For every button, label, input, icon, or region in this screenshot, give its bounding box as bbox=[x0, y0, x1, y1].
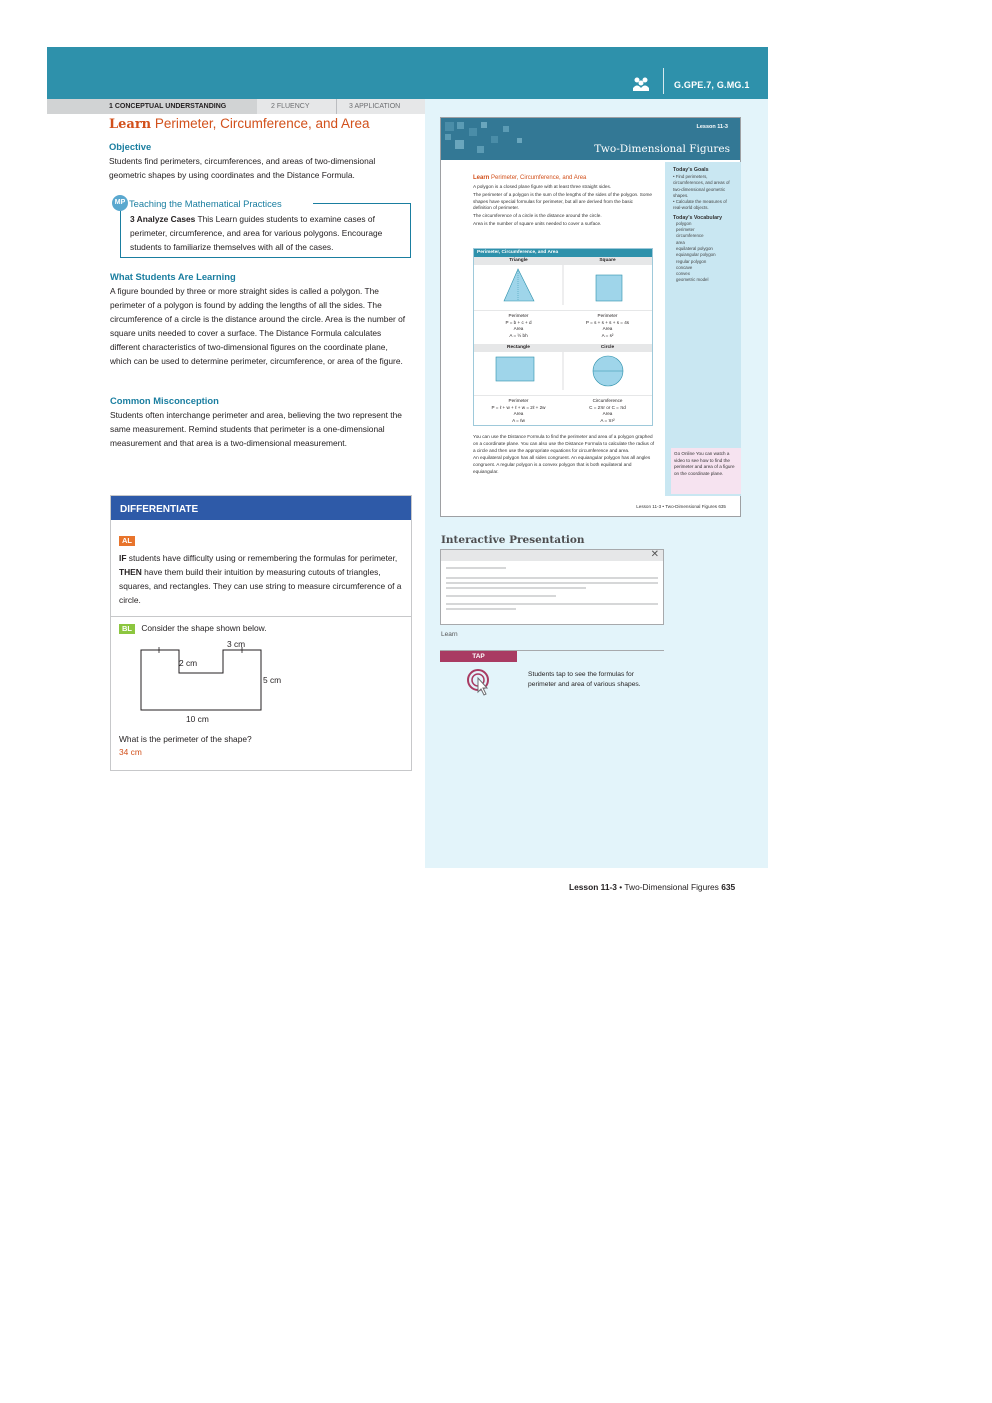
header-divider bbox=[663, 68, 664, 94]
thumb-header bbox=[441, 118, 740, 160]
bl-tag: BL bbox=[119, 624, 135, 634]
math-practices-box bbox=[112, 195, 411, 258]
thumb-table-row-head-2: Rectangle Circle bbox=[474, 344, 652, 352]
footer-separator: • bbox=[616, 882, 625, 892]
vocab-item: perimeter bbox=[676, 227, 695, 233]
thumb-go-online-text: Go Online You can watch a video to see how to find the perimeter and area of a figure on the coordinate plane. bbox=[674, 451, 735, 476]
thumb-main bbox=[473, 175, 653, 228]
thumb-shapes-row-2 bbox=[474, 352, 652, 390]
mp-rule bbox=[313, 203, 411, 204]
what-learning-section bbox=[110, 271, 410, 368]
group-icon bbox=[632, 76, 650, 92]
dim-top: 3 cm bbox=[227, 639, 246, 649]
thumb-formula-table bbox=[473, 248, 653, 426]
objective-text: Students find perimeters, circumferences, and areas of two-dimensional geometric shapes by using coordinates and the Distance Formula. bbox=[109, 156, 376, 180]
vocab-item: concave bbox=[676, 264, 693, 270]
vocab-item: circumference bbox=[676, 233, 704, 239]
bl-question: What is the perimeter of the shape? bbox=[119, 734, 252, 744]
thumb-shapes-row-1 bbox=[474, 265, 652, 305]
what-learning-heading: What Students Are Learning bbox=[110, 271, 236, 282]
blur-line bbox=[446, 577, 658, 579]
interactive-titlebar bbox=[441, 550, 663, 561]
mp-label: 3 Analyze Cases bbox=[130, 214, 196, 224]
page-footer bbox=[569, 882, 735, 892]
interactive-screen[interactable] bbox=[440, 549, 664, 625]
learn-title bbox=[109, 116, 409, 132]
thumb-lower-text bbox=[473, 434, 655, 476]
al-tag: AL bbox=[119, 536, 135, 546]
thumb-go-online bbox=[671, 448, 741, 494]
blur-line bbox=[446, 587, 586, 589]
blur-line bbox=[446, 608, 516, 610]
thumb-sidebar bbox=[665, 162, 741, 496]
vocab-item: area bbox=[676, 239, 685, 245]
thumb-formulas-row-2: Perimeter P = ℓ + w + ℓ + w = 2ℓ + 2w Area A = ℓw Circumference C = 2πr or C = πd Area A = πr² bbox=[474, 395, 652, 429]
objective-heading: Objective bbox=[109, 141, 152, 152]
thumb-goal-2: • Calculate the measures of real-world objects. bbox=[673, 199, 727, 211]
blur-line bbox=[446, 582, 658, 584]
vocab-item: equilateral polygon bbox=[676, 245, 713, 251]
dim-bottom: 10 cm bbox=[186, 714, 209, 724]
thumb-learn-heading: Learn Perimeter, Circumference, and Area bbox=[473, 175, 587, 181]
mp-heading: Teaching the Mathematical Practices bbox=[129, 198, 282, 209]
then-text bbox=[119, 565, 404, 607]
dim-right: 5 cm bbox=[263, 675, 282, 685]
blur-line bbox=[446, 603, 658, 605]
thumb-p6: An equilateral polygon has all sides congruent. An equiangular polygon has all angles congruent. A regular polygon is a convex polygon that is both equilateral and equiangular. bbox=[473, 455, 651, 474]
vocab-item: polygon bbox=[676, 220, 692, 226]
misconception-text: Students often interchange perimeter and area, believing the two represent the same measurement. Remind students that perimeter is a one-dimensional measurement and that area is a two-dimensional measurement. bbox=[110, 410, 402, 448]
differentiate-heading: DIFFERENTIATE bbox=[111, 496, 411, 520]
close-icon[interactable]: ✕ bbox=[650, 549, 659, 560]
interactive-heading: Interactive Presentation bbox=[441, 534, 585, 546]
thumb-p3: The circumference of a circle is the distance around the circle. bbox=[473, 213, 602, 219]
header-band bbox=[47, 47, 768, 99]
then-label: THEN bbox=[119, 567, 142, 577]
thumb-goals-heading: Today's Goals bbox=[673, 167, 709, 173]
blur-line bbox=[446, 595, 556, 597]
bl-prompt: Consider the shape shown below. bbox=[141, 623, 267, 633]
thumb-vocab-list bbox=[673, 221, 733, 284]
thumb-title: Two-Dimensional Figures bbox=[594, 143, 730, 155]
tap-description: Students tap to see the formulas for perimeter and area of various shapes. bbox=[528, 671, 641, 688]
if-label: IF bbox=[119, 553, 127, 563]
footer-title: Two-Dimensional Figures bbox=[624, 882, 719, 892]
vocab-item: regular polygon bbox=[676, 258, 707, 264]
if-body: students have difficulty using or remembering the formulas for perimeter, bbox=[128, 553, 398, 563]
vocab-item: convex bbox=[676, 271, 690, 277]
thumb-table-title: Perimeter, Circumference, and Area bbox=[474, 249, 652, 257]
footer-lesson: Lesson 11-3 bbox=[569, 882, 617, 892]
then-body: have them build their intuition by measuring cutouts of triangles, squares, and rectangles. They can use string to measure circumference of a circle. bbox=[119, 567, 402, 605]
diff-divider bbox=[111, 616, 411, 617]
thumb-vocab-heading: Today's Vocabulary bbox=[673, 214, 723, 221]
step-conceptual: 1 CONCEPTUAL UNDERSTANDING bbox=[47, 99, 257, 114]
thumb-footer: Lesson 11-3 • Two-Dimensional Figures 635 bbox=[636, 504, 726, 509]
learn-prefix: Learn bbox=[109, 117, 152, 132]
thumb-goal-1: • Find perimeters, circumferences, and areas of two-dimensional geometric shapes. bbox=[673, 174, 730, 198]
thumb-lesson: Lesson 11-3 bbox=[696, 124, 728, 130]
thumb-p4: Area is the number of square units needed to cover a surface. bbox=[473, 220, 602, 226]
vocab-item: equiangular polygon bbox=[676, 252, 716, 258]
thumb-p5: You can use the Distance Formula to find the perimeter and area of a polygon graphed on a coordinate plane. You can also use the Distance Formula to calculate the radius of a circle and then use the appropriate equations for circumference and area. bbox=[473, 434, 655, 453]
thumb-table-row-head-1: Triangle Square bbox=[474, 257, 652, 265]
step-application: 3 APPLICATION bbox=[337, 99, 425, 114]
learn-title-text: Perimeter, Circumference, and Area bbox=[154, 116, 370, 131]
blur-line bbox=[446, 567, 506, 569]
dim-notch: 2 cm bbox=[179, 658, 198, 668]
mp-text: This Learn guides students to examine cases of perimeter, circumference, and area for various polygons. Encourage students to familiarize themselves with all of the cases. bbox=[130, 214, 383, 252]
step-fluency: 2 FLUENCY bbox=[257, 99, 337, 114]
bl-prompt-row bbox=[119, 623, 267, 634]
mp-badge-icon: MP bbox=[112, 195, 128, 211]
tap-pointer-icon bbox=[466, 668, 492, 698]
thumb-formulas-row-1: Perimeter P = b + c + d Area A = ½ bh Perimeter P = s + s + s + s = 4s Area A = s² bbox=[474, 310, 652, 344]
student-page-thumbnail bbox=[440, 117, 741, 517]
misconception-section bbox=[110, 395, 410, 450]
thumb-p2: The perimeter of a polygon is the sum of the lengths of the sides of the polygon. Some shapes have special formulas for perimeter, but all are derived from the basic definition of perimeter. bbox=[473, 191, 653, 211]
notched-shape-figure bbox=[139, 646, 269, 718]
lesson-steps bbox=[47, 99, 425, 114]
standards-label: G.GPE.7, G.MG.1 bbox=[674, 80, 750, 90]
what-learning-text: A figure bounded by three or more straight sides is called a polygon. The perimeter of a polygon is found by adding the lengths of all the sides. The circumference of a circle is the distance around the circle. Area is the number of square units needed to cover a surface. The Distance Formula calculates different characteristics of two-dimensional figures on the coordinate plane, which can be used to determine perimeter, circumference, or area of the figure. bbox=[110, 286, 406, 366]
interactive-caption: Learn bbox=[441, 631, 458, 638]
left-column bbox=[109, 116, 409, 182]
thumb-p1: A polygon is a closed plane figure with at least three straight sides. bbox=[473, 184, 612, 189]
tap-badge: TAP bbox=[440, 651, 517, 662]
vocab-item: geometric model bbox=[676, 277, 709, 283]
misconception-heading: Common Misconception bbox=[110, 395, 219, 406]
bl-answer: 34 cm bbox=[119, 747, 142, 757]
differentiate-box bbox=[110, 495, 412, 771]
mp-body bbox=[130, 212, 408, 254]
footer-page-number: 635 bbox=[721, 882, 736, 892]
if-text bbox=[119, 551, 404, 565]
